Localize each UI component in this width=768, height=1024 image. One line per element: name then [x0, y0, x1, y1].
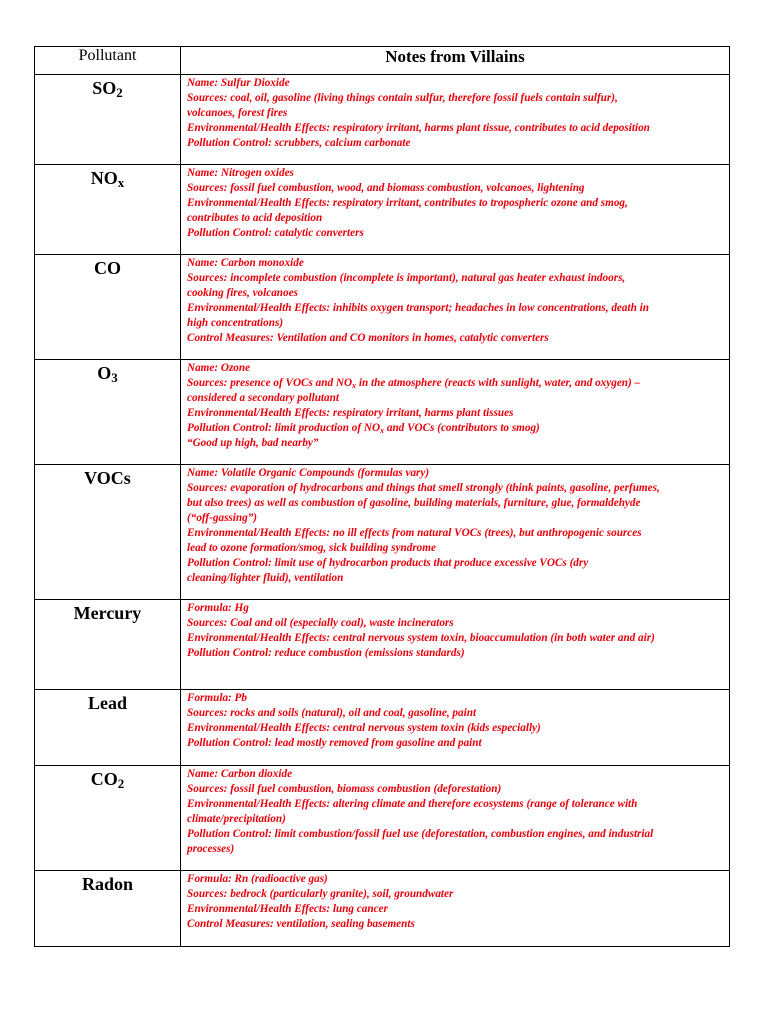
pollutant-name-text: VOCs [84, 468, 131, 488]
note-line: (“off-gassing”) [187, 512, 258, 524]
note-line: but also trees) as well as combustion of gasoline, building materials, furniture, glue, formaldehyde [187, 497, 641, 509]
note-line: Name: Nitrogen oxides [187, 167, 294, 179]
pollutant-subscript: 3 [111, 370, 118, 386]
pollutant-name [35, 766, 181, 871]
note-line: Environmental/Health Effects: central nervous system toxin (kids especially) [187, 722, 541, 734]
note-line: Sources: incomplete combustion (incomplete is important), natural gas heater exhaust indoors, [187, 272, 626, 284]
pollutant-notes [181, 766, 730, 871]
note-line: Environmental/Health Effects: respiratory irritant, contributes to tropospheric ozone and smog, [187, 197, 628, 209]
pollutant-name-text: CO [94, 258, 121, 278]
table-row [35, 871, 730, 947]
note-line: Environmental/Health Effects: lung cancer [187, 903, 388, 915]
note-line: Environmental/Health Effects: respiratory irritant, harms plant tissue, contributes to acid deposition [187, 122, 650, 134]
pollutant-table [34, 46, 730, 947]
pollutant-name [35, 690, 181, 766]
pollutant-name-text: SO [92, 78, 117, 98]
note-line: Name: Carbon dioxide [187, 768, 293, 780]
pollutant-notes [181, 465, 730, 600]
header-pollutant: Pollutant [35, 47, 181, 75]
note-line: Control Measures: Ventilation and CO monitors in homes, catalytic converters [187, 332, 549, 344]
note-line: volcanoes, forest fires [187, 107, 288, 119]
pollutant-notes [181, 255, 730, 360]
pollutant-notes [181, 871, 730, 947]
header-notes: Notes from Villains [181, 47, 730, 75]
pollutant-notes [181, 690, 730, 766]
note-line: Pollution Control: limit production of $NO_x$ and VOCs (contributors to smog) [187, 422, 540, 436]
pollutant-name-text: CO [90, 769, 118, 789]
table-row [35, 360, 730, 465]
pollutant-notes [181, 600, 730, 690]
pollutant-subscript: 2 [116, 85, 123, 101]
note-line: Name: Volatile Organic Compounds (formulas vary) [187, 467, 430, 479]
note-line: Sources: Coal and oil (especially coal), waste incinerators [187, 617, 454, 629]
note-line: Sources: coal, oil, gasoline (living things contain sulfur, therefore fossil fuels contain sulfur), [187, 92, 618, 104]
pollutant-name-text: Mercury [73, 603, 142, 623]
note-line: Name: Ozone [187, 362, 251, 374]
table-row [35, 465, 730, 600]
note-line: contributes to acid deposition [187, 212, 323, 224]
note-line: processes) [187, 843, 235, 855]
note-line: considered a secondary pollutant [187, 392, 339, 404]
pollutant-name-text: O [97, 363, 112, 383]
pollutant-subscript: 2 [117, 776, 125, 792]
pollutant-name-text: Lead [87, 693, 127, 713]
note-line: Environmental/Health Effects: altering climate and therefore ecosystems (range of tolerance with [187, 798, 638, 810]
pollutant-subscript: x [117, 175, 125, 191]
note-line: Sources: evaporation of hydrocarbons and things that smell strongly (think paints, gasoline, perfumes, [187, 482, 660, 494]
note-line: Pollution Control: scrubbers, calcium carbonate [187, 137, 411, 149]
note-line: Name: Sulfur Dioxide [187, 77, 290, 89]
note-line: “Good up high, bad nearby” [187, 437, 319, 449]
note-line: lead to ozone formation/smog, sick building syndrome [187, 542, 436, 554]
pollutant-notes [181, 75, 730, 165]
note-line: Pollution Control: limit combustion/fossil fuel use (deforestation, combustion engines, and industrial [187, 828, 654, 840]
note-line: Environmental/Health Effects: inhibits oxygen transport; headaches in low concentrations, death in [187, 302, 649, 314]
pollutant-name-text: NO [90, 168, 118, 188]
note-line: Environmental/Health Effects: no ill effects from natural VOCs (trees), but anthropogenic sources [187, 527, 642, 539]
note-line: cooking fires, volcanoes [187, 287, 298, 299]
pollutant-name [35, 465, 181, 600]
table-body [35, 75, 730, 947]
note-line: Formula: Hg [187, 602, 249, 614]
note-line: Control Measures: ventilation, sealing basements [187, 918, 415, 930]
note-line: Name: Carbon monoxide [187, 257, 304, 269]
pollutant-notes [181, 360, 730, 465]
table-row [35, 600, 730, 690]
table-row [35, 75, 730, 165]
note-line: Environmental/Health Effects: central nervous system toxin, bioaccumulation (in both water and air) [187, 632, 655, 644]
note-line: Sources: fossil fuel combustion, wood, and biomass combustion, volcanoes, lightening [187, 182, 585, 194]
pollutant-name [35, 75, 181, 165]
pollutant-name-text: Radon [81, 874, 134, 894]
note-line: cleaning/lighter fluid), ventilation [187, 572, 344, 584]
table-row [35, 255, 730, 360]
note-line: Sources: bedrock (particularly granite), soil, groundwater [187, 888, 454, 900]
pollutant-name [35, 165, 181, 255]
note-line: Sources: presence of VOCs and $NO_x$ in the atmosphere (reacts with sunlight, water, and oxygen) – [187, 377, 641, 391]
table-row [35, 766, 730, 871]
note-line: climate/precipitation) [187, 813, 286, 825]
note-line: Pollution Control: limit use of hydrocarbon products that produce excessive VOCs (dry [187, 557, 589, 569]
note-line: Environmental/Health Effects: respiratory irritant, harms plant tissues [187, 407, 514, 419]
table-header-row [35, 47, 730, 75]
note-line: Sources: rocks and soils (natural), oil and coal, gasoline, paint [187, 707, 477, 719]
pollutant-name [35, 600, 181, 690]
note-line: Pollution Control: lead mostly removed from gasoline and paint [187, 737, 482, 749]
table-row [35, 690, 730, 766]
table-row [35, 165, 730, 255]
pollutant-name [35, 360, 181, 465]
pollutant-notes [181, 165, 730, 255]
note-line: Sources: fossil fuel combustion, biomass combustion (deforestation) [187, 783, 502, 795]
pollutant-name [35, 255, 181, 360]
pollutant-name [35, 871, 181, 947]
note-line: Formula: Pb [187, 692, 247, 704]
note-line: Formula: Rn (radioactive gas) [187, 873, 328, 885]
note-line: Pollution Control: catalytic converters [187, 227, 364, 239]
note-line: high concentrations) [187, 317, 284, 329]
note-line: Pollution Control: reduce combustion (emissions standards) [187, 647, 465, 659]
